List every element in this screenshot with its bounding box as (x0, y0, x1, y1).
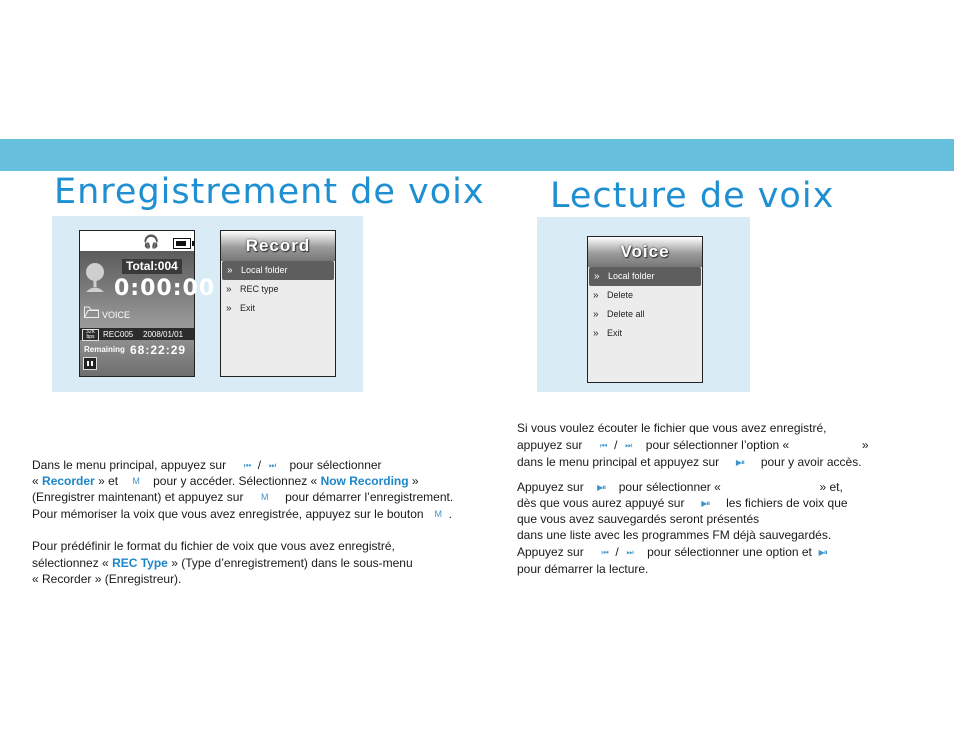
prev-icon: ⏮ (243, 461, 251, 470)
next-icon: ⏭ (625, 441, 632, 450)
total-count: Total:004 (122, 259, 182, 274)
recorder-display (80, 251, 216, 376)
section-title-playback: Lecture de voix (550, 176, 835, 216)
text: pour démarrer l’enregistrement. (285, 490, 454, 504)
menu-item-label: Delete all (607, 309, 645, 319)
rec-type-instructions-line-3: « Recorder » (Enregistreur). (32, 572, 182, 586)
text: « (32, 474, 39, 488)
menu-icon: M (434, 509, 441, 519)
menu-item-label: Delete (607, 290, 634, 300)
record-timer: 0:00:00 (114, 276, 216, 301)
menu-item-label: Exit (607, 328, 623, 338)
text: Pour mémoriser la voix que vous avez enregistrée, appuyez sur le bouton (32, 507, 424, 521)
playback-instructions-line-4 (517, 479, 843, 497)
text: appuyez sur (517, 438, 583, 452)
playback-instructions-line-7: dans une liste avec les programmes FM déjà sauvegardés. (517, 528, 832, 542)
header-band (0, 139, 954, 171)
play-pause-icon: ▶⏸ (735, 458, 745, 467)
record-menu-title: Record (221, 231, 335, 261)
text: dès que vous aurez appuyé sur (517, 496, 685, 510)
playback-instructions-line-1: Si vous voulez écouter le fichier que vous avez enregistré, (517, 421, 827, 435)
record-menu-screen (220, 230, 336, 377)
pause-icon (83, 357, 97, 370)
recording-instructions-line-1 (32, 457, 382, 475)
slash: / (615, 545, 619, 559)
recording-screens-panel (52, 216, 363, 392)
recording-instructions-line-4 (32, 506, 452, 523)
voice-menu-title: Voice (588, 237, 702, 267)
prev-icon: ⏮ (601, 548, 608, 557)
menu-icon: M (132, 476, 139, 486)
remaining-label: Remaining (84, 345, 125, 354)
menu-item-exit[interactable] (588, 324, 702, 343)
next-icon: ⏭ (626, 548, 633, 557)
playback-instructions-line-8 (517, 544, 830, 562)
text: . (448, 507, 452, 521)
recording-info-row (80, 328, 194, 340)
text: sélectionnez « (32, 556, 109, 570)
recording-date: 2008/01/01 (143, 330, 184, 339)
menu-item-rec-type[interactable] (221, 280, 335, 299)
now-recording-highlight: Now Recording (320, 474, 409, 488)
microphone-icon (85, 263, 105, 293)
play-pause-icon: ▶⏸ (818, 548, 827, 557)
text: Appuyez sur (517, 545, 584, 559)
playback-instructions-line-3 (517, 454, 862, 472)
remaining-time: 68:22:29 (130, 343, 187, 357)
chevron-right-icon: » (593, 309, 599, 320)
text: » et (98, 474, 119, 488)
text: pour sélectionner l’option « (645, 438, 790, 452)
text: pour sélectionner une option et (647, 545, 812, 559)
chevron-right-icon: » (226, 284, 232, 295)
chevron-right-icon: » (593, 290, 599, 301)
play-pause-icon: ▶⏸ (597, 483, 606, 492)
text: » et, (819, 480, 843, 494)
section-title-recording: Enregistrement de voix (54, 172, 485, 212)
text: » (861, 438, 869, 452)
text: pour y accéder. Sélectionnez « (153, 474, 318, 488)
status-bar (80, 231, 194, 251)
menu-item-local-folder[interactable] (589, 267, 701, 286)
folder-icon (84, 306, 99, 318)
recording-filename: REC005 (103, 330, 134, 339)
menu-item-exit[interactable] (221, 299, 335, 318)
chevron-right-icon: » (594, 271, 600, 282)
menu-item-label: Local folder (608, 271, 655, 281)
text: pour sélectionner (289, 458, 382, 472)
text: » (Type d’enregistrement) dans le sous-menu (171, 556, 413, 570)
recorder-screen (79, 230, 216, 377)
playback-screen-panel (537, 217, 750, 392)
slash: / (257, 458, 262, 472)
text: pour y avoir accès. (760, 455, 862, 469)
chevron-right-icon: » (226, 303, 232, 314)
slash: / (614, 438, 618, 452)
menu-item-local-folder[interactable] (222, 261, 334, 280)
next-icon: ⏭ (268, 461, 276, 470)
playback-instructions-line-6: que vous avez sauvegardés seront présentés (517, 512, 760, 526)
text: dans le menu principal et appuyez sur (517, 455, 720, 469)
menu-item-label: Local folder (241, 265, 288, 275)
chevron-right-icon: » (593, 328, 599, 339)
menu-item-label: Exit (240, 303, 256, 313)
rec-type-highlight: REC Type (112, 556, 168, 570)
chevron-right-icon: » (227, 265, 233, 276)
menu-icon: M (261, 492, 268, 502)
text: pour sélectionner « (618, 480, 721, 494)
battery-icon (173, 238, 191, 249)
menu-item-label: REC type (240, 284, 279, 294)
recording-instructions-line-2 (32, 473, 419, 490)
recording-instructions-line-3 (32, 489, 453, 506)
headphones-icon: 🎧 (143, 234, 160, 249)
voice-menu-screen (587, 236, 703, 383)
play-pause-icon: ▶⏸ (701, 499, 710, 508)
text: Appuyez sur (517, 480, 584, 494)
menu-item-delete[interactable] (588, 286, 702, 305)
voice-folder-label: VOICE (102, 310, 131, 320)
playback-instructions-line-5 (517, 495, 848, 513)
bitrate-badge: 32K bps (82, 329, 99, 341)
rec-type-instructions-line-1: Pour prédéfinir le format du fichier de voix que vous avez enregistré, (32, 539, 395, 553)
playback-instructions-line-2 (517, 437, 869, 455)
recorder-highlight: Recorder (42, 474, 95, 488)
menu-item-delete-all[interactable] (588, 305, 702, 324)
text: » (411, 474, 419, 488)
prev-icon: ⏮ (600, 441, 607, 450)
playback-instructions-line-9: pour démarrer la lecture. (517, 562, 649, 576)
text: (Enregistrer maintenant) et appuyez sur (32, 490, 244, 504)
rec-type-instructions-line-2 (32, 555, 413, 572)
text: Dans le menu principal, appuyez sur (32, 458, 227, 472)
text: les fichiers de voix que (726, 496, 848, 510)
